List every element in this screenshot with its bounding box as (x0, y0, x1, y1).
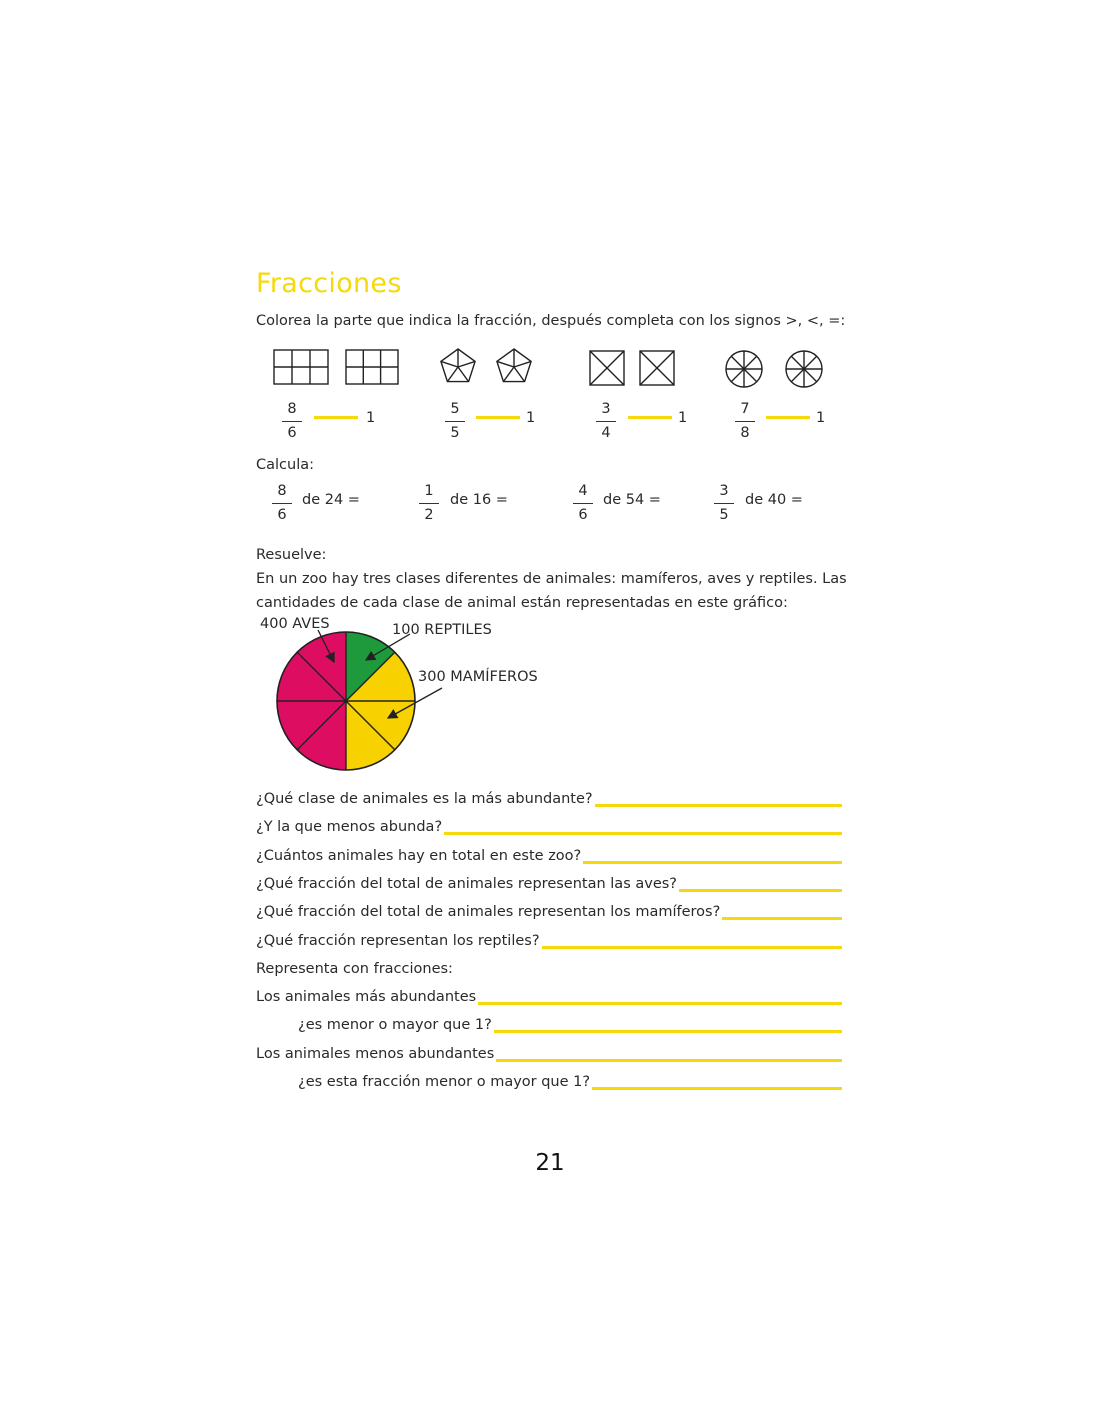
answer-line[interactable] (314, 416, 358, 419)
calc-text-2: de 16 = (450, 492, 508, 508)
answer-line[interactable] (478, 1002, 842, 1005)
numerator: 4 (578, 483, 588, 499)
question-text: ¿Cuántos animales hay en total en este zoo? (256, 847, 582, 864)
denominator: 5 (450, 425, 460, 442)
question-text: ¿Qué fracción representan los reptiles? (256, 932, 540, 949)
instruction-colorea: Colorea la parte que indica la fracción, después completa con los signos >, <, =: (256, 313, 846, 329)
numerator: 5 (450, 401, 460, 417)
calc-fraction-4 (712, 483, 736, 524)
numerator: 3 (719, 483, 729, 499)
question-row (256, 786, 842, 808)
answer-line[interactable] (583, 861, 842, 864)
pie-label-mammals: 300 MAMÍFEROS (418, 669, 538, 685)
fraction-shapes (272, 348, 832, 390)
page-number: 21 (535, 1150, 565, 1176)
question-row (256, 899, 842, 921)
problem-line-2: cantidades de cada clase de animal están representadas en este gráfico: (256, 595, 788, 611)
grid-rectangle-1 (274, 350, 328, 384)
question-row (256, 928, 842, 950)
question-text: Representa con fracciones: (256, 960, 453, 977)
question-row (256, 843, 842, 865)
numerator: 7 (740, 401, 750, 417)
compare-one: 1 (526, 410, 536, 426)
numerator: 1 (424, 483, 434, 499)
answer-line[interactable] (444, 832, 842, 835)
question-row (298, 1069, 842, 1091)
question-text: ¿es esta fracción menor o mayor que 1? (298, 1074, 591, 1090)
question-text: ¿es menor o mayor que 1? (298, 1017, 492, 1034)
denominator: 5 (719, 507, 729, 524)
numerator: 3 (601, 401, 611, 417)
calc-fraction-2 (417, 483, 441, 524)
denominator: 4 (601, 425, 611, 442)
question-text: ¿Qué fracción del total de animales representan los mamíferos? (256, 904, 721, 921)
calc-text-4: de 40 = (745, 492, 803, 508)
answer-line[interactable] (595, 804, 842, 807)
pie-chart (250, 610, 570, 780)
pentagon-2 (497, 349, 531, 382)
question-text: Los animales más abundantes (256, 989, 477, 1006)
compare-one: 1 (366, 410, 376, 426)
question-row (256, 871, 842, 893)
question-row (256, 1041, 842, 1063)
pie-label-birds: 400 AVES (260, 616, 330, 632)
compare-fraction-1 (280, 401, 304, 442)
calc-text-1: de 24 = (302, 492, 360, 508)
compare-fraction-3 (594, 401, 618, 442)
calc-fraction-1 (270, 483, 294, 524)
answer-line[interactable] (766, 416, 810, 419)
question-row (256, 984, 842, 1006)
answer-line[interactable] (542, 946, 842, 949)
calc-text-3: de 54 = (603, 492, 661, 508)
calcula-label: Calcula: (256, 457, 314, 473)
calc-fraction-3 (571, 483, 595, 524)
question-text: Los animales menos abundantes (256, 1045, 495, 1062)
pentagon-1 (441, 349, 475, 382)
denominator: 6 (578, 507, 588, 524)
compare-fraction-4 (733, 401, 757, 442)
problem-line-1: En un zoo hay tres clases diferentes de animales: mamíferos, aves y reptiles. Las (256, 571, 847, 587)
answer-line[interactable] (628, 416, 672, 419)
eighth-circle-1 (726, 351, 762, 387)
question-text: ¿Qué clase de animales es la más abundante? (256, 791, 593, 807)
answer-line[interactable] (494, 1030, 842, 1033)
denominator: 8 (740, 425, 750, 442)
numerator: 8 (287, 401, 297, 417)
pie-label-reptiles: 100 REPTILES (392, 622, 492, 638)
answer-line[interactable] (476, 416, 520, 419)
question-row (256, 956, 842, 978)
answer-line[interactable] (679, 889, 842, 892)
eighth-circle-2 (786, 351, 822, 387)
answer-line[interactable] (496, 1059, 842, 1062)
grid-rectangle-2 (346, 350, 398, 384)
page-title: Fracciones (256, 268, 402, 299)
resuelve-label: Resuelve: (256, 547, 327, 563)
crossed-square-2 (640, 351, 674, 385)
numerator: 8 (277, 483, 287, 499)
denominator: 6 (287, 425, 297, 442)
answer-line[interactable] (722, 917, 842, 920)
compare-fraction-2 (443, 401, 467, 442)
denominator: 2 (424, 507, 434, 524)
question-text: ¿Y la que menos abunda? (256, 819, 443, 836)
question-row (256, 814, 842, 836)
denominator: 6 (277, 507, 287, 524)
answer-line[interactable] (592, 1087, 842, 1090)
question-row (298, 1012, 842, 1034)
crossed-square-1 (590, 351, 624, 385)
compare-one: 1 (816, 410, 826, 426)
question-text: ¿Qué fracción del total de animales representan las aves? (256, 875, 677, 892)
compare-one: 1 (678, 410, 688, 426)
